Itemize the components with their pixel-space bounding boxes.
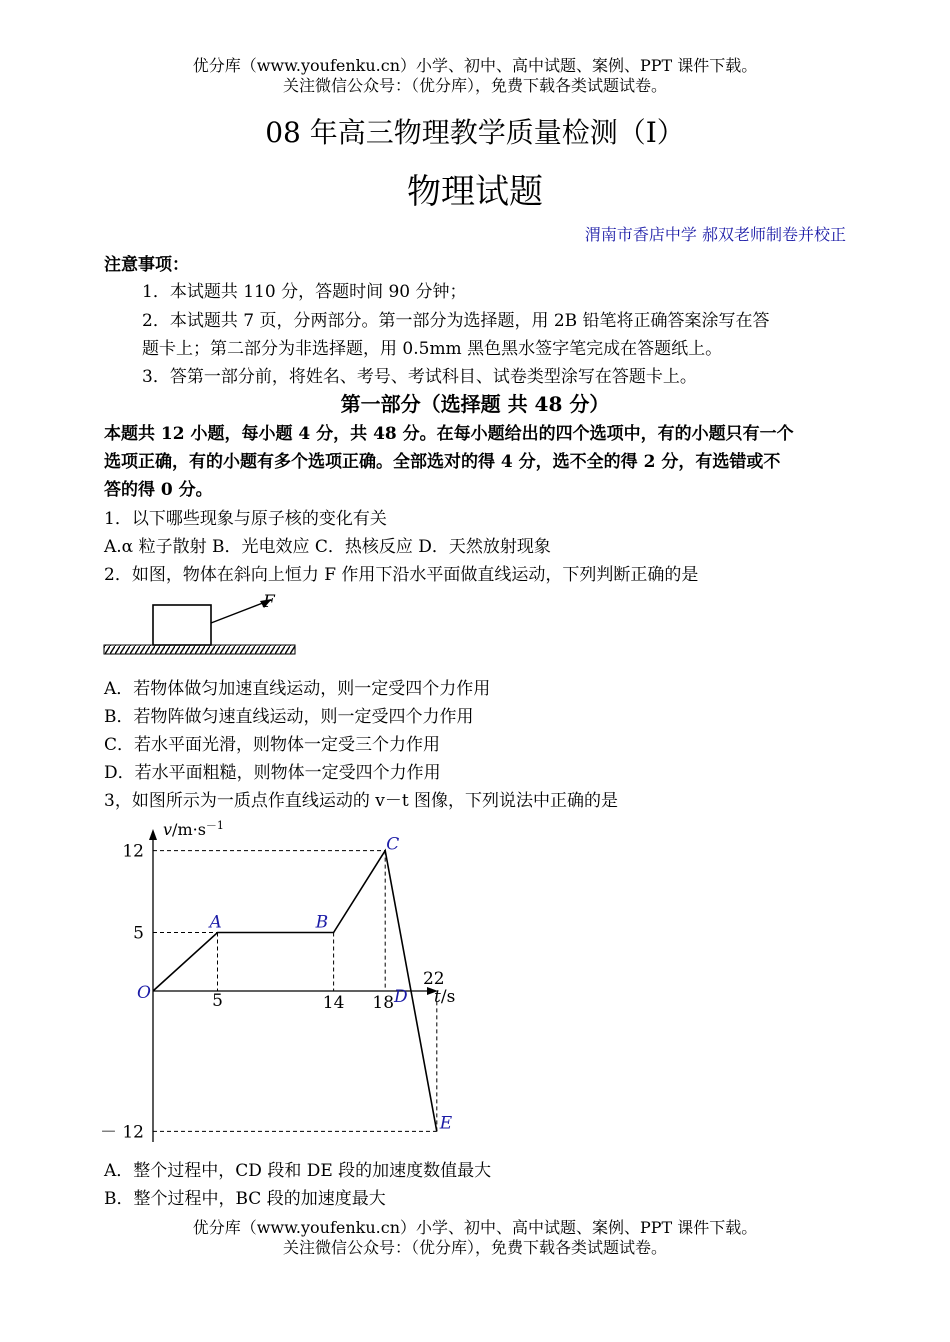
q2-option-a: A．若物体做匀加速直线运动，则一定受四个力作用 bbox=[104, 679, 491, 699]
note-item-2a: 2．本试题共 7 页，分两部分。第一部分为选择题，用 2B 铅笔将正确答案涂写在答 bbox=[142, 311, 770, 331]
point-label-E: E bbox=[439, 1113, 453, 1134]
part1-instr-1: 本题共 12 小题，每小题 4 分，共 48 分。在每小题给出的四个选项中，有的小题只有一个 bbox=[104, 424, 794, 444]
x-axis-label: t/s bbox=[434, 987, 456, 1007]
x-tick-label: 5 bbox=[212, 991, 223, 1011]
q2-option-c: C．若水平面光滑，则物体一定受三个力作用 bbox=[104, 735, 441, 755]
y-axis-arrow bbox=[149, 829, 157, 840]
point-label-O: O bbox=[137, 983, 151, 1003]
q3-option-a: A．整个过程中，CD 段和 DE 段的加速度数值最大 bbox=[104, 1161, 492, 1181]
part1-instr-3: 答的得 0 分。 bbox=[104, 480, 213, 500]
vt-graph bbox=[100, 815, 470, 1150]
footer-watermark-line-2: 关注微信公众号：（优分库），免费下载各类试题试卷。 bbox=[282, 1238, 667, 1257]
q2-stem: 2．如图，物体在斜向上恒力 F 作用下沿水平面做直线运动，下列判断正确的是 bbox=[104, 565, 699, 585]
watermark-line-2: 关注微信公众号：（优分库），免费下载各类试题试卷。 bbox=[282, 76, 667, 95]
part1-instr-2: 选项正确，有的小题有多个选项正确。全部选对的得 4 分，选不全的得 2 分，有选错或不 bbox=[104, 452, 781, 472]
y-tick-label: 12 bbox=[122, 841, 144, 862]
point-label-B: B bbox=[315, 912, 329, 933]
watermark-line-1: 优分库（www.youfenku.cn）小学、初中、高中试题、案例、PPT 课件下载。 bbox=[192, 56, 758, 75]
force-arrow bbox=[211, 601, 268, 623]
note-item-1: 1．本试题共 110 分，答题时间 90 分钟； bbox=[142, 282, 467, 302]
q2-option-d: D．若水平面粗糙，则物体一定受四个力作用 bbox=[104, 763, 441, 783]
ground-surface bbox=[104, 645, 295, 654]
y-tick-label: 5 bbox=[133, 923, 144, 944]
q3-option-b: B．整个过程中，BC 段的加速度最大 bbox=[104, 1189, 386, 1209]
exam-title: 08 年高三物理教学质量检测（Ⅰ） bbox=[265, 116, 685, 149]
q2-option-b: B．若物阵做匀速直线运动，则一定受四个力作用 bbox=[104, 707, 474, 727]
x-tick-label: 14 bbox=[322, 993, 345, 1013]
point-label-D: D bbox=[394, 987, 408, 1007]
note-item-3: 3．答第一部分前，将姓名、考号、考试科目、试卷类型涂写在答题卡上。 bbox=[142, 367, 697, 387]
q3-stem: 3，如图所示为一质点作直线运动的 v－t 图像，下列说法中正确的是 bbox=[104, 791, 619, 811]
point-label-A: A bbox=[209, 912, 222, 933]
footer-watermark-line-1: 优分库（www.youfenku.cn）小学、初中、高中试题、案例、PPT 课件下载。 bbox=[192, 1218, 758, 1237]
x-tick-label: 18 bbox=[372, 993, 395, 1013]
notes-heading: 注意事项： bbox=[104, 255, 189, 275]
point-label-C: C bbox=[386, 834, 400, 855]
author-line: 渭南市香店中学 郝双老师制卷并校正 bbox=[584, 225, 846, 244]
q1-options: A.α 粒子散射 B．光电效应 C．热核反应 D．天然放射现象 bbox=[104, 537, 551, 557]
block bbox=[153, 605, 211, 645]
force-label: F bbox=[263, 592, 275, 612]
q2-block-diagram bbox=[100, 590, 300, 660]
exam-subtitle: 物理试题 bbox=[407, 172, 543, 212]
q1-stem: 1．以下哪些现象与原子核的变化有关 bbox=[104, 509, 387, 529]
part1-heading: 第一部分（选择题 共 48 分） bbox=[340, 392, 610, 416]
x-tick-label: 22 bbox=[422, 969, 445, 989]
y-axis-label: $v/m\cdot s^{-1}$ bbox=[163, 819, 224, 839]
y-tick-label: － 12 bbox=[99, 1122, 144, 1143]
note-item-2b: 题卡上；第二部分为非选择题，用 0.5mm 黑色黑水签字笔完成在答题纸上。 bbox=[142, 339, 723, 359]
